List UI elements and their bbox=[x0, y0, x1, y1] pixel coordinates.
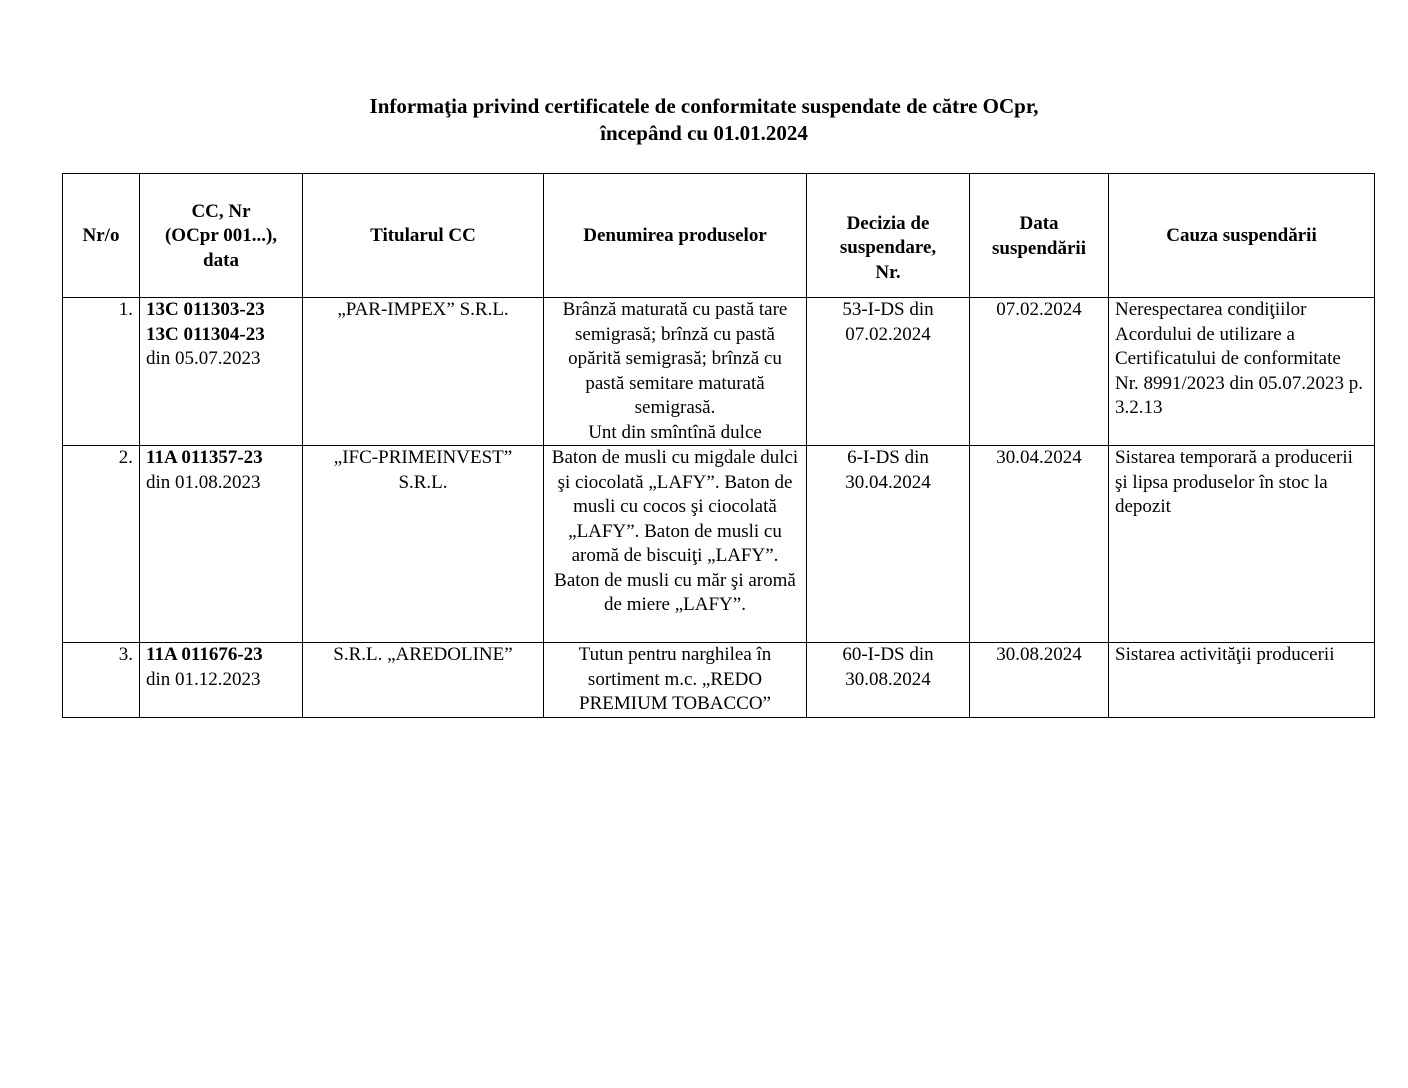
products-text: Tutun pentru narghilea în sortiment m.c. „REDO PREMIUM TOBACCO” bbox=[578, 644, 772, 714]
header-decision-line-1: Decizia de bbox=[846, 212, 930, 234]
document-title bbox=[0, 93, 1408, 147]
header-date bbox=[970, 174, 1109, 298]
cause-cell: Nerespectarea condiţiilor Acordului de utilizare a Certificatului de conformitate Nr. 8991/2023 din 05.07.2023 p. 3.2.13 bbox=[1109, 298, 1375, 446]
header-holder: Titularul CC bbox=[303, 174, 544, 298]
table-row bbox=[63, 446, 1375, 643]
date-cell: 07.02.2024 bbox=[970, 298, 1109, 446]
header-decision-line-3: Nr. bbox=[875, 261, 901, 283]
header-products: Denumirea produselor bbox=[544, 174, 807, 298]
products-cell bbox=[544, 446, 807, 643]
products-cell bbox=[544, 643, 807, 718]
table-row bbox=[63, 298, 1375, 446]
header-nr: Nr/o bbox=[63, 174, 140, 298]
row-number: 2. bbox=[63, 446, 140, 643]
header-cc-line-3: data bbox=[203, 249, 239, 271]
row-number: 3. bbox=[63, 643, 140, 718]
holder-cell: S.R.L. „AREDOLINE” bbox=[303, 643, 544, 718]
date-cell: 30.08.2024 bbox=[970, 643, 1109, 718]
cc-date: din 01.12.2023 bbox=[146, 668, 261, 690]
cc-number-cell bbox=[140, 643, 303, 718]
table-row bbox=[63, 643, 1375, 718]
cc-number-cell bbox=[140, 298, 303, 446]
cc-number: 11A 011357-23 bbox=[146, 447, 263, 468]
date-cell: 30.04.2024 bbox=[970, 446, 1109, 643]
cc-number-cell bbox=[140, 446, 303, 643]
suspended-certificates-table bbox=[62, 173, 1375, 718]
header-date-line-2: suspendării bbox=[992, 237, 1086, 259]
header-cause: Cauza suspendării bbox=[1109, 174, 1375, 298]
title-line-2: începând cu 01.01.2024 bbox=[600, 121, 808, 145]
products-text: Brânză maturată cu pastă tare semigrasă; brînză cu pastă opărită semigrasă; brînză cu pastă semitare maturată semigrasă. bbox=[562, 299, 788, 418]
header-decision bbox=[807, 174, 970, 298]
cause-cell: Sistarea temporară a producerii şi lipsa produselor în stoc la depozit bbox=[1109, 446, 1375, 643]
products-text: Baton de musli cu migdale dulci şi ciocolată „LAFY”. Baton de musli cu cocos şi ciocolată „LAFY”. Baton de musli cu aromă de biscuiţi „LAFY”. Baton de musli cu măr şi aromă de miere „LAFY”. bbox=[551, 447, 799, 615]
decision-cell: 60-I-DS din 30.08.2024 bbox=[807, 643, 970, 718]
header-cc-line-1: CC, Nr bbox=[191, 200, 251, 222]
table-header-row bbox=[63, 174, 1375, 298]
header-cc bbox=[140, 174, 303, 298]
cc-number: 11A 011676-23 bbox=[146, 644, 263, 665]
row-number: 1. bbox=[63, 298, 140, 446]
title-line-1: Informaţia privind certificatele de conformitate suspendate de către OCpr, bbox=[369, 94, 1039, 118]
cc-number: 13C 011303-23 bbox=[146, 299, 265, 320]
products-cell bbox=[544, 298, 807, 446]
decision-cell: 53-I-DS din 07.02.2024 bbox=[807, 298, 970, 446]
decision-cell: 6-I-DS din 30.04.2024 bbox=[807, 446, 970, 643]
header-cc-line-2: (OCpr 001...), bbox=[164, 225, 278, 247]
cc-number: 13C 011304-23 bbox=[146, 323, 265, 345]
header-date-line-1: Data bbox=[1019, 213, 1059, 234]
cc-date: din 01.08.2023 bbox=[146, 471, 261, 493]
header-decision-line-2: suspendare, bbox=[839, 237, 937, 259]
holder-cell: „IFC-PRIMEINVEST” S.R.L. bbox=[303, 446, 544, 643]
cause-cell: Sistarea activităţii producerii bbox=[1109, 643, 1375, 718]
holder-cell: „PAR-IMPEX” S.R.L. bbox=[303, 298, 544, 446]
products-extra: Unt din smîntînă dulce bbox=[588, 421, 762, 443]
cc-date: din 05.07.2023 bbox=[146, 348, 261, 369]
